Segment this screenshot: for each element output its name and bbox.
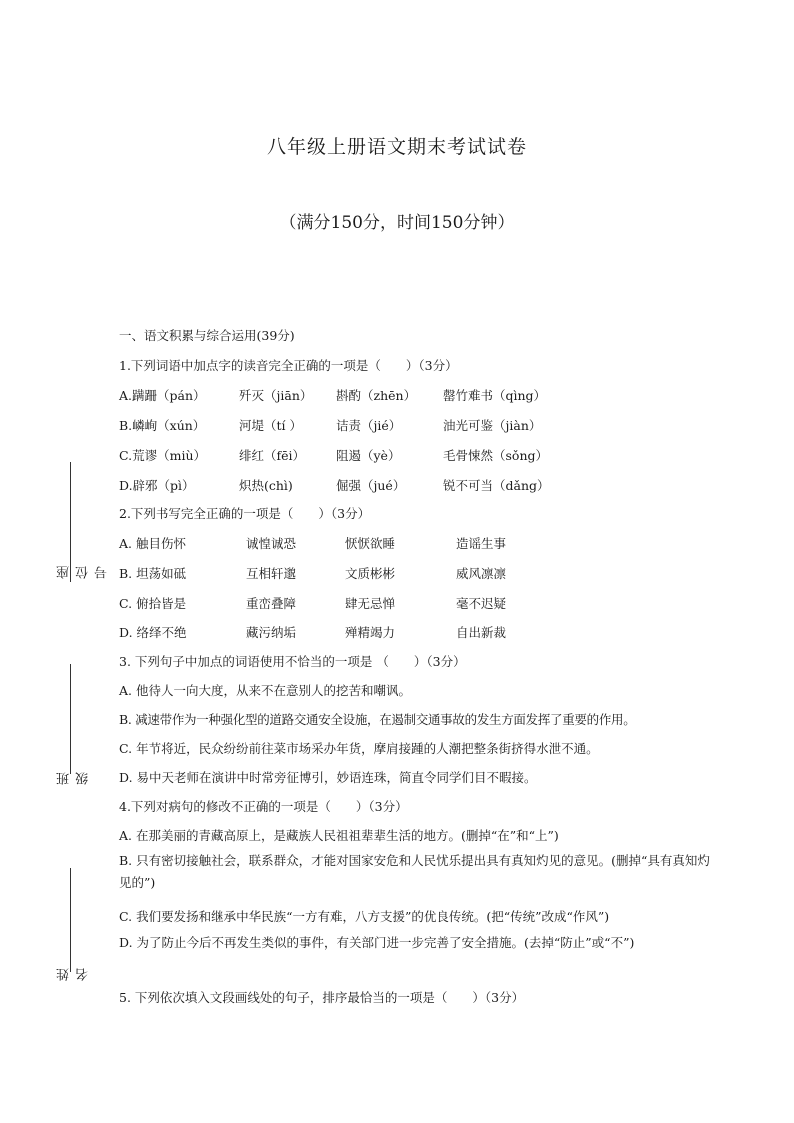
question-1-stem: 1.下列词语中加点字的读音完全正确的一项是（ ）（3分）: [119, 358, 458, 373]
option-word: A.蹒跚（pán）: [119, 388, 206, 403]
option-word: 歼灭（jiān）: [239, 388, 313, 403]
option-word: 自出新裁: [456, 625, 507, 640]
option-word: 阻遏（yè）: [336, 448, 401, 463]
question-4-option: C. 我们要发扬和继承中华民族“一方有难，八方支援”的优良传统。(把“传统”改成“作风”): [119, 909, 610, 924]
option-word: D.辟邪（pì）: [119, 478, 195, 493]
name-line: [70, 868, 71, 972]
option-word: B.嶙峋（xún）: [119, 418, 206, 433]
question-3-option: A. 他待人一向大度，从来不在意别人的挖苦和嘲讽。: [119, 683, 411, 698]
option-word: 锐不可当（dǎng）: [443, 478, 550, 493]
option-word: 恹恹欲睡: [345, 536, 396, 551]
option-word: 罄竹难书（qìng）: [443, 388, 547, 403]
question-4-option: D. 为了防止今后不再发生类似的事件，有关部门进一步完善了安全措施。(去掉“防止”或“不”): [119, 935, 635, 950]
option-word: 重峦叠障: [246, 596, 297, 611]
option-word: 肆无忌惮: [345, 596, 396, 611]
option-word: 炽热(chì): [239, 478, 293, 493]
option-word: D. 络绎不绝: [119, 625, 187, 640]
seat-number-line: [70, 462, 71, 582]
question-3-option: B. 减速带作为一种强化型的道路交通安全设施，在遏制交通事故的发生方面发挥了重要的作用。: [119, 712, 636, 727]
question-4-stem: 4.下列对病句的修改不正确的一项是（ ）（3分）: [119, 799, 408, 814]
option-word: 殚精竭力: [345, 625, 396, 640]
option-word: 毛骨悚然（sǒng）: [443, 448, 548, 463]
class-label: 班级: [57, 772, 91, 785]
question-4-option: A. 在那美丽的青藏高原上，是藏族人民祖祖辈辈生活的地方。(删掉“在”和“上”): [119, 828, 559, 843]
option-word: A. 触目伤怀: [119, 536, 186, 551]
option-word: C. 俯拾皆是: [119, 596, 187, 611]
option-word: 造谣生事: [456, 536, 507, 551]
option-word: 诚惶诚恐: [246, 536, 297, 551]
option-word: B. 坦荡如砥: [119, 566, 187, 581]
class-line: [70, 664, 71, 774]
section-heading: 一、语文积累与综合运用(39分): [119, 328, 295, 343]
exam-title: 八年级上册语文期末考试试卷: [266, 136, 527, 158]
option-word: 藏污纳垢: [246, 625, 297, 640]
seat-number-label: 座位号: [57, 566, 110, 579]
option-word: 油光可鉴（jiàn）: [443, 418, 542, 433]
question-3-stem: 3. 下列句子中加点的词语使用不恰当的一项是 （ ）（3分）: [119, 654, 466, 669]
question-4-option: B. 只有密切接触社会，联系群众，才能对国家安危和人民忧乐提出具有真知灼见的意见。(删掉“具有真知灼见的”): [119, 853, 710, 890]
option-word: 倔强（jué）: [336, 478, 406, 493]
option-word: 毫不迟疑: [456, 596, 507, 611]
option-word: 诘责（jié）: [336, 418, 402, 433]
question-3-option: D. 易中天老师在演讲中时常旁征博引，妙语连珠，简直令同学们目不暇接。: [119, 770, 537, 785]
option-word: 威风凛凛: [456, 566, 507, 581]
option-word: 河堤（tí ）: [239, 418, 302, 433]
option-word: 绯红（fēi）: [239, 448, 306, 463]
option-word: 斟酌（zhēn）: [336, 388, 417, 403]
option-word: C.荒谬（miù）: [119, 448, 206, 463]
question-3-option: C. 年节将近，民众纷纷前往菜市场采办年货，摩肩接踵的人潮把整条街挤得水泄不通。: [119, 741, 599, 756]
name-label: 姓名: [57, 968, 91, 981]
question-5-stem: 5. 下列依次填入文段画线处的句子，排序最恰当的一项是（ ）（3分）: [119, 990, 525, 1005]
option-word: 互相轩邈: [246, 566, 297, 581]
option-word: 文质彬彬: [345, 566, 396, 581]
question-2-stem: 2.下列书写完全正确的一项是（ ）（3分）: [119, 506, 371, 521]
exam-subtitle: （满分150分，时间150分钟）: [279, 213, 515, 233]
